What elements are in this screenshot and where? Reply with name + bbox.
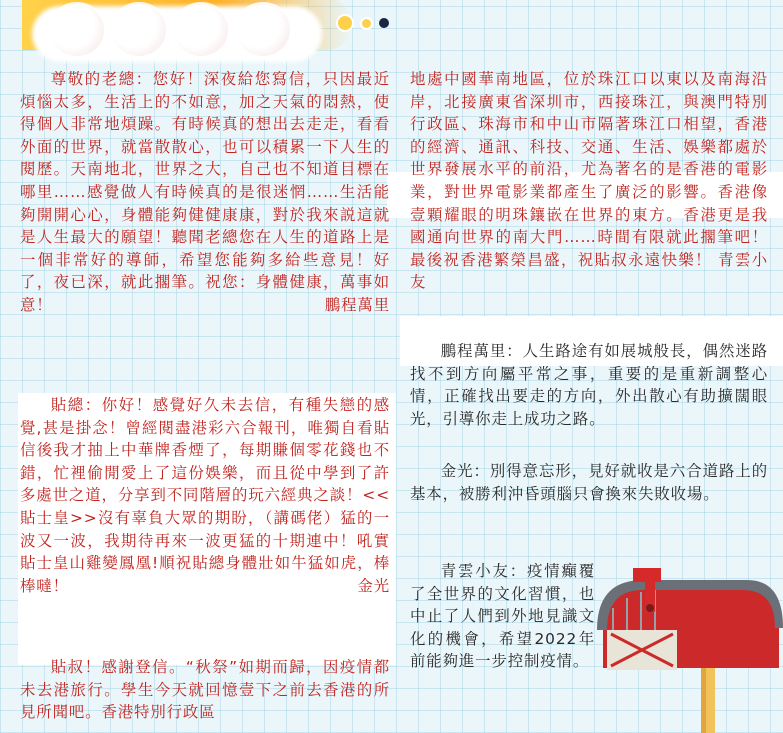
column-header	[0, 0, 783, 56]
mailbox-post-shade	[701, 663, 706, 733]
dot-outline-small-icon	[360, 17, 373, 30]
letter-signature: 金光	[357, 576, 390, 595]
reply-body: 青雲小友：疫情癲覆了全世界的文化習慣，也中止了人們到外地見識文化的機會，希望2022年前能夠進一步控制疫情。	[410, 562, 595, 671]
title-char-2	[112, 4, 166, 56]
letter-pengchengwanli	[20, 68, 390, 317]
title-char-3	[174, 4, 228, 56]
letter-signature: 鵬程萬里	[324, 295, 390, 314]
title-char-4	[236, 4, 290, 56]
title-char-1	[50, 4, 104, 56]
reply-qingyun	[410, 560, 595, 673]
mailbox-flag	[633, 568, 661, 582]
reply-body: 鵬程萬里：人生路途有如展城般長，偶然迷路找不到方向屬平常之事，重要的是重新調整心情，正確找出要走的方向，外出散心有助擴闊眼光，引導你走上成功之路。	[410, 342, 768, 428]
reply-pengchengwanli	[410, 340, 768, 430]
reply-jinguang	[410, 460, 768, 505]
letter-signature: 青雲小友	[410, 250, 769, 292]
letter-body: 貼叔！感謝登信。“秋祭”如期而歸，因疫情都未去港旅行。學生今天就回憶壹下之前去香港的所見所聞吧。香港特別行政區	[20, 658, 390, 722]
column-title-logo	[50, 4, 290, 60]
pager-dots	[336, 14, 389, 32]
dot-outline-large-icon	[336, 14, 354, 32]
letter-jinguang	[20, 394, 390, 597]
letter-qingyun-start	[20, 656, 390, 724]
letter-qingyun-cont	[410, 68, 768, 294]
letter-body: 貼總：你好！感覺好久未去信，有種失戀的感覺,甚是掛念！曾經閱盡港彩六合報刊，唯獨自看貼信後我才抽上中華牌香煙了，每期賺個零花錢也不錯，忙裡偷閒愛上了這份娛樂，而且從中學到了許多處世之道，分享到不同階層的玩六經典之談！<<貼士皇>>沒有辜負大眾的期盼，（講碼佬）猛的一波又一波，我期待再來一波更猛的十期連中！吼實貼士皇山雞變鳳凰!順祝貼總身體壯如牛猛如虎，棒棒噠！	[20, 396, 390, 595]
reply-body: 金光：別得意忘形，見好就收是六合道路上的基本，被勝利沖昏頭腦只會換來失敗收場。	[410, 462, 768, 503]
dot-filled-icon	[379, 18, 389, 28]
letter-body: 地處中國華南地區，位於珠江口以東以及南海沿岸，北接廣東省深圳市，西接珠江，與澳門特別行政區、珠海市和中山市隔著珠江口相望，香港的經濟、通訊、科技、交通、生活、娛樂都處於世界發展水平的前沿，尤為著名的是香港的電影業，對世界電影業都產生了廣泛的影響。香港像壹顆耀眼的明珠鑲嵌在世界的東方。香港更是我國通向世界的南大門……時間有限就此擱筆吧！最後祝香港繁榮昌盛，祝貼叔永遠快樂！	[410, 70, 768, 269]
letter-body: 尊敬的老總：您好！深夜給您寫信，只因最近煩惱太多，生活上的不如意，加之天氣的悶熱，使得個人非常地煩躁。有時候真的想出去走走，看看外面的世界，就當散散心，也可以積累一下人生的閱歷。天南地北，世界之大，自己也不知道目標在哪里……感覺做人有時候真的是很迷惘……生活能夠開開心心，身體能夠健健康康，對於我來説這就是人生最大的願望！聽聞老總您在人生的道路上是一個非常好的導師，希望您能夠多給些意見！好了，夜已深，就此擱筆。祝您：身體健康，萬事如意！	[20, 70, 390, 314]
red-mailbox-icon	[583, 568, 783, 733]
mailbox-flag-pin	[646, 604, 654, 612]
